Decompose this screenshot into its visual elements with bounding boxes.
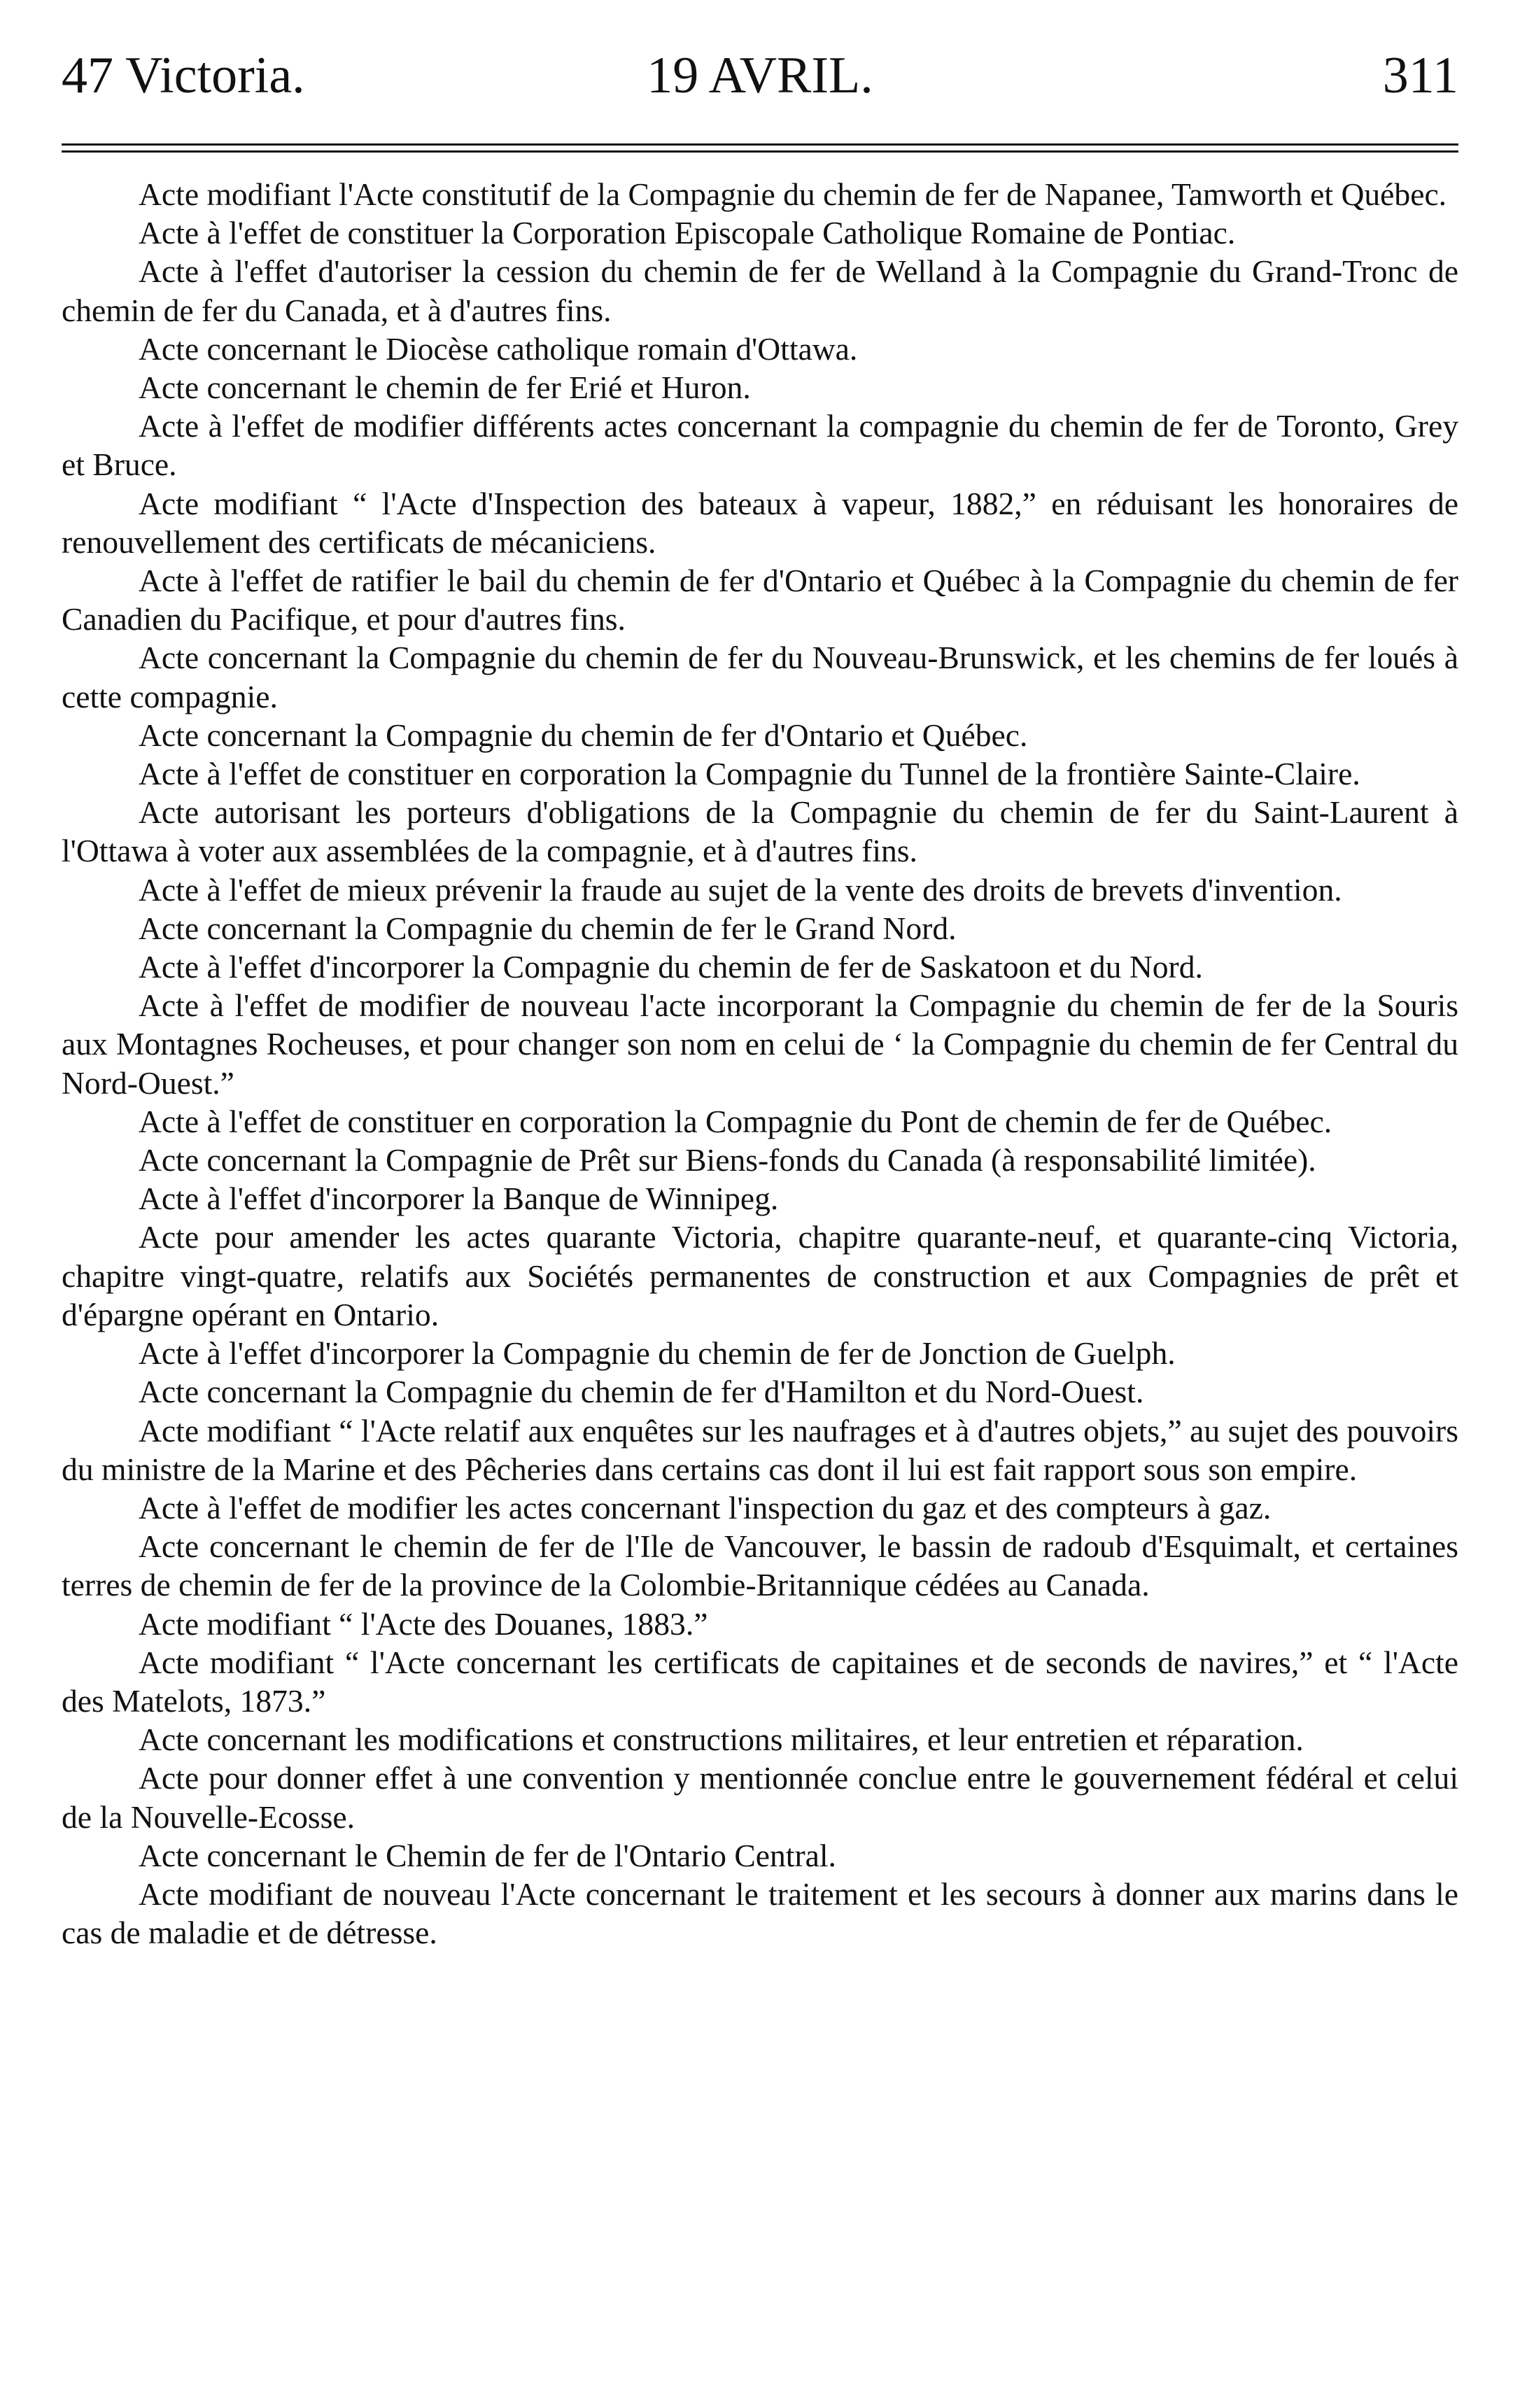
act-entry: Acte concernant le chemin de fer de l'Ile de Vancouver, le bassin de radoub d'Esquimalt, et certaines terres de chemin de fer de la province de la Colombie-Britannique cédées au Canada. [62, 1528, 1458, 1603]
act-entry: Acte modifiant “ l'Acte d'Inspection des bateaux à vapeur, 1882,” en réduisant les honoraires de renouvellement des certificats de mécaniciens. [62, 485, 1458, 560]
act-entry: Acte concernant la Compagnie du chemin de fer d'Hamilton et du Nord-Ouest. [139, 1374, 1144, 1410]
act-entry: Acte concernant le Diocèse catholique romain d'Ottawa. [139, 330, 858, 367]
regnal-year: 47 Victoria. [62, 47, 305, 104]
act-entry: Acte concernant la Compagnie du chemin de fer le Grand Nord. [139, 910, 957, 946]
page-number: 311 [1382, 47, 1458, 104]
act-entry: Acte à l'effet de constituer en corporation la Compagnie du Tunnel de la frontière Sainte-Claire. [139, 756, 1360, 792]
header-rule-top [62, 143, 1458, 146]
act-entry: Acte pour amender les actes quarante Victoria, chapitre quarante-neuf, et quarante-cinq Victoria, chapitre vingt-quatre, relatifs aux Sociétés permanentes de construction et aux Compagnies de prêt et d'épargne opérant en Ontario. [62, 1219, 1458, 1332]
act-entry: Acte à l'effet de modifier de nouveau l'acte incorporant la Compagnie du chemin de fer de la Souris aux Montagnes Rocheuses, et pour changer son nom en celui de ‘ la Compagnie du chemin de fer Central du Nord-Ouest.” [62, 987, 1458, 1101]
act-entry: Acte à l'effet d'incorporer la Banque de Winnipeg. [139, 1181, 779, 1217]
act-entry: Acte pour donner effet à une convention y mentionnée conclue entre le gouvernement fédéral et celui de la Nouvelle-Ecosse. [62, 1760, 1458, 1835]
act-entry: Acte modifiant de nouveau l'Acte concernant le traitement et les secours à donner aux marins dans le cas de maladie et de détresse. [62, 1875, 1458, 1951]
header-rule-bottom [62, 150, 1458, 153]
act-entry: Acte autorisant les porteurs d'obligations de la Compagnie du chemin de fer du Saint-Laurent à l'Ottawa à voter aux assemblées de la compagnie, et à d'autres fins. [62, 794, 1458, 869]
session-date: 19 AVRIL. [647, 47, 873, 104]
act-entry: Acte à l'effet d'incorporer la Compagnie du chemin de fer de Jonction de Guelph. [139, 1335, 1176, 1372]
act-entry: Acte modifiant l'Acte constitutif de la Compagnie du chemin de fer de Napanee, Tamworth et Québec. [139, 176, 1447, 212]
act-entry: Acte à l'effet de mieux prévenir la fraude au sujet de la vente des droits de brevets d'invention. [139, 871, 1342, 908]
act-entry: Acte concernant la Compagnie du chemin de fer du Nouveau-Brunswick, et les chemins de fer loués à cette compagnie. [62, 640, 1458, 714]
acts-list [62, 175, 1458, 1952]
act-entry: Acte concernant le chemin de fer Erié et Huron. [139, 369, 751, 406]
act-entry: Acte concernant la Compagnie du chemin de fer d'Ontario et Québec. [139, 717, 1028, 753]
act-entry: Acte à l'effet d'incorporer la Compagnie du chemin de fer de Saskatoon et du Nord. [139, 949, 1203, 985]
act-entry: Acte modifiant “ l'Acte relatif aux enquêtes sur les naufrages et à d'autres objets,” au sujet des pouvoirs du ministre de la Marine et des Pêcheries dans certains cas dont il lui est fait rapport sous son empire. [62, 1412, 1458, 1487]
act-entry: Acte à l'effet de modifier différents actes concernant la compagnie du chemin de fer de Toronto, Grey et Bruce. [62, 408, 1458, 483]
act-entry: Acte à l'effet de ratifier le bail du chemin de fer d'Ontario et Québec à la Compagnie du chemin de fer Canadien du Pacifique, et pour d'autres fins. [62, 563, 1458, 638]
act-entry: Acte concernant les modifications et constructions militaires, et leur entretien et réparation. [139, 1721, 1304, 1758]
act-entry: Acte à l'effet de constituer en corporation la Compagnie du Pont de chemin de fer de Québec. [139, 1103, 1332, 1139]
act-entry: Acte concernant la Compagnie de Prêt sur Biens-fonds du Canada (à responsabilité limitée). [139, 1142, 1316, 1178]
act-entry: Acte modifiant “ l'Acte des Douanes, 1883.” [139, 1605, 708, 1642]
act-entry: Acte modifiant “ l'Acte concernant les certificats de capitaines et de seconds de navires,” et “ l'Acte des Matelots, 1873.” [62, 1644, 1458, 1719]
act-entry: Acte concernant le Chemin de fer de l'Ontario Central. [139, 1837, 836, 1873]
act-entry: Acte à l'effet d'autoriser la cession du chemin de fer de Welland à la Compagnie du Grand-Tronc de chemin de fer du Canada, et à d'autres fins. [62, 253, 1458, 328]
act-entry: Acte à l'effet de modifier les actes concernant l'inspection du gaz et des compteurs à gaz. [139, 1489, 1272, 1526]
page-header [62, 34, 1458, 118]
act-entry: Acte à l'effet de constituer la Corporation Episcopale Catholique Romaine de Pontiac. [139, 215, 1236, 251]
